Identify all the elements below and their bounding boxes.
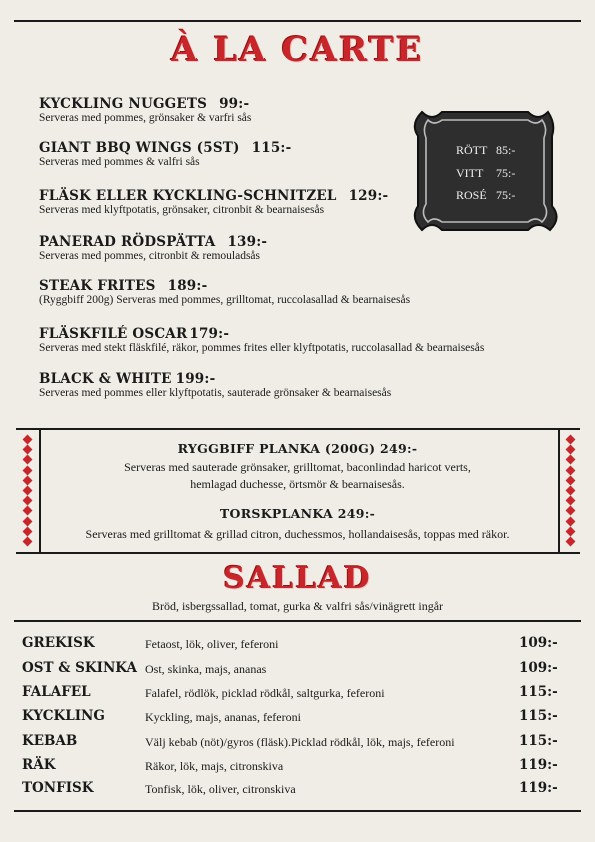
sallad-name: OST & SKINKA <box>22 660 137 676</box>
list-item <box>22 635 582 657</box>
dish-desc: Serveras med pommes & valfri sås <box>39 156 200 168</box>
dish-name: GIANT BBQ WINGS (5ST) <box>39 140 240 156</box>
torskplanka-title: TORSKPLANKA 249:- <box>219 506 376 521</box>
dish-price: 129:- <box>348 188 389 204</box>
sallad-desc: Välj kebab (nöt)/gyros (fläsk).Picklad rödkål, lök, majs, feferoni <box>145 735 455 749</box>
sallad-price: 119:- <box>519 757 558 773</box>
sallad-desc: Kyckling, majs, ananas, feferoni <box>145 710 301 724</box>
sallad-price: 115:- <box>519 708 558 724</box>
sallad-name: GREKISK <box>22 635 95 651</box>
wine-price: 85:- <box>496 143 516 157</box>
wine-row <box>456 166 516 181</box>
sallad-name: FALAFEL <box>22 684 91 700</box>
wine-label: VITT <box>456 166 484 180</box>
wine-price: 75:- <box>496 166 516 180</box>
list-item <box>22 684 582 706</box>
dish-item <box>39 96 251 124</box>
dish-item <box>39 278 410 306</box>
sallad-desc: Ost, skinka, majs, ananas <box>145 662 267 676</box>
list-item <box>22 660 582 682</box>
dish-item <box>39 188 388 216</box>
dish-name: FLÄSKFILÉ OSCAR <box>39 326 188 342</box>
sallad-title: SALLAD <box>223 561 372 596</box>
dish-name: FLÄSK ELLER KYCKLING-SCHNITZEL <box>39 188 337 204</box>
plank-bottom-rule <box>16 552 580 554</box>
sallad-price: 109:- <box>519 660 558 676</box>
sallad-price: 115:- <box>519 684 558 700</box>
dish-item <box>39 371 391 399</box>
alacarte-title: À LA CARTE <box>171 30 424 70</box>
dish-price: 115:- <box>251 140 292 156</box>
list-item <box>22 708 582 730</box>
torskplanka-desc: Serveras med grilltomat & grillad citron, duchessmos, hollandaisesås, toppas med räkor. <box>85 527 510 541</box>
dish-item <box>39 326 484 354</box>
sallad-price: 115:- <box>519 733 558 749</box>
dish-desc: Serveras med stekt fläskfilé, räkor, pommes frites eller klyftpotatis, ruccolasallad & bearnaisesås <box>39 342 485 354</box>
sallad-desc: Fetaost, lök, oliver, feferoni <box>145 637 279 651</box>
dish-price: 189:- <box>167 278 208 294</box>
sallad-top-rule <box>14 620 581 622</box>
sallad-desc: Falafel, rödlök, picklad rödkål, saltgurka, feferoni <box>145 686 385 700</box>
dish-desc: Serveras med pommes eller klyftpotatis, sauterade grönsaker & bearnaisesås <box>39 387 392 399</box>
wine-row <box>456 188 516 203</box>
sallad-desc: Räkor, lök, majs, citronskiva <box>145 759 284 773</box>
wine-label: ROSÉ <box>456 188 487 202</box>
sallad-name: TONFISK <box>22 780 94 796</box>
plank-top-rule <box>16 428 580 430</box>
top-rule <box>14 20 581 22</box>
dish-price: 199:- <box>175 371 216 387</box>
list-item <box>22 733 582 755</box>
wine-price: 75:- <box>496 188 516 202</box>
sallad-desc: Tonfisk, lök, oliver, citronskiva <box>145 782 296 796</box>
dish-name: BLACK & WHITE <box>39 371 172 387</box>
dish-price: 99:- <box>219 96 250 112</box>
sallad-price: 109:- <box>519 635 558 651</box>
dish-item <box>39 140 291 168</box>
dish-desc: Serveras med pommes, citronbit & remouladsås <box>39 250 261 262</box>
ryggbiff-planka-desc: hemlagad duchesse, örtsmör & bearnaisesås. <box>190 477 405 491</box>
ryggbiff-planka-desc: Serveras med sauterade grönsaker, grilltomat, baconlindad haricot verts, <box>124 460 471 474</box>
sallad-subtitle: Bröd, isbergssallad, tomat, gurka & valfri sås/vinägrett ingår <box>151 599 444 613</box>
wine-chalkboard <box>412 106 558 236</box>
dish-desc: Serveras med klyftpotatis, grönsaker, citronbit & bearnaisesås <box>39 204 325 216</box>
wine-label: RÖTT <box>456 143 488 157</box>
ryggbiff-planka-title: RYGGBIFF PLANKA (200G) 249:- <box>177 441 418 456</box>
bottom-rule <box>14 810 581 812</box>
wine-row <box>456 143 516 158</box>
dish-price: 139:- <box>227 234 268 250</box>
sallad-name: KEBAB <box>22 733 78 749</box>
dish-name: STEAK FRITES <box>39 278 156 294</box>
sallad-name: KYCKLING <box>22 708 105 724</box>
dish-price: 179:- <box>189 326 230 342</box>
sallad-price: 119:- <box>519 780 558 796</box>
dish-item <box>39 234 267 262</box>
dish-name: PANERAD RÖDSPÄTTA <box>39 234 216 250</box>
dish-desc: (Ryggbiff 200g) Serveras med pommes, grilltomat, ruccolasallad & bearnaisesås <box>39 294 411 306</box>
dish-name: KYCKLING NUGGETS <box>39 96 208 112</box>
dish-desc: Serveras med pommes, grönsaker & varfri sås <box>39 112 252 124</box>
chalkboard-frame-icon <box>412 106 558 236</box>
list-item <box>22 780 582 802</box>
sallad-name: RÄK <box>22 757 56 773</box>
list-item <box>22 757 582 779</box>
